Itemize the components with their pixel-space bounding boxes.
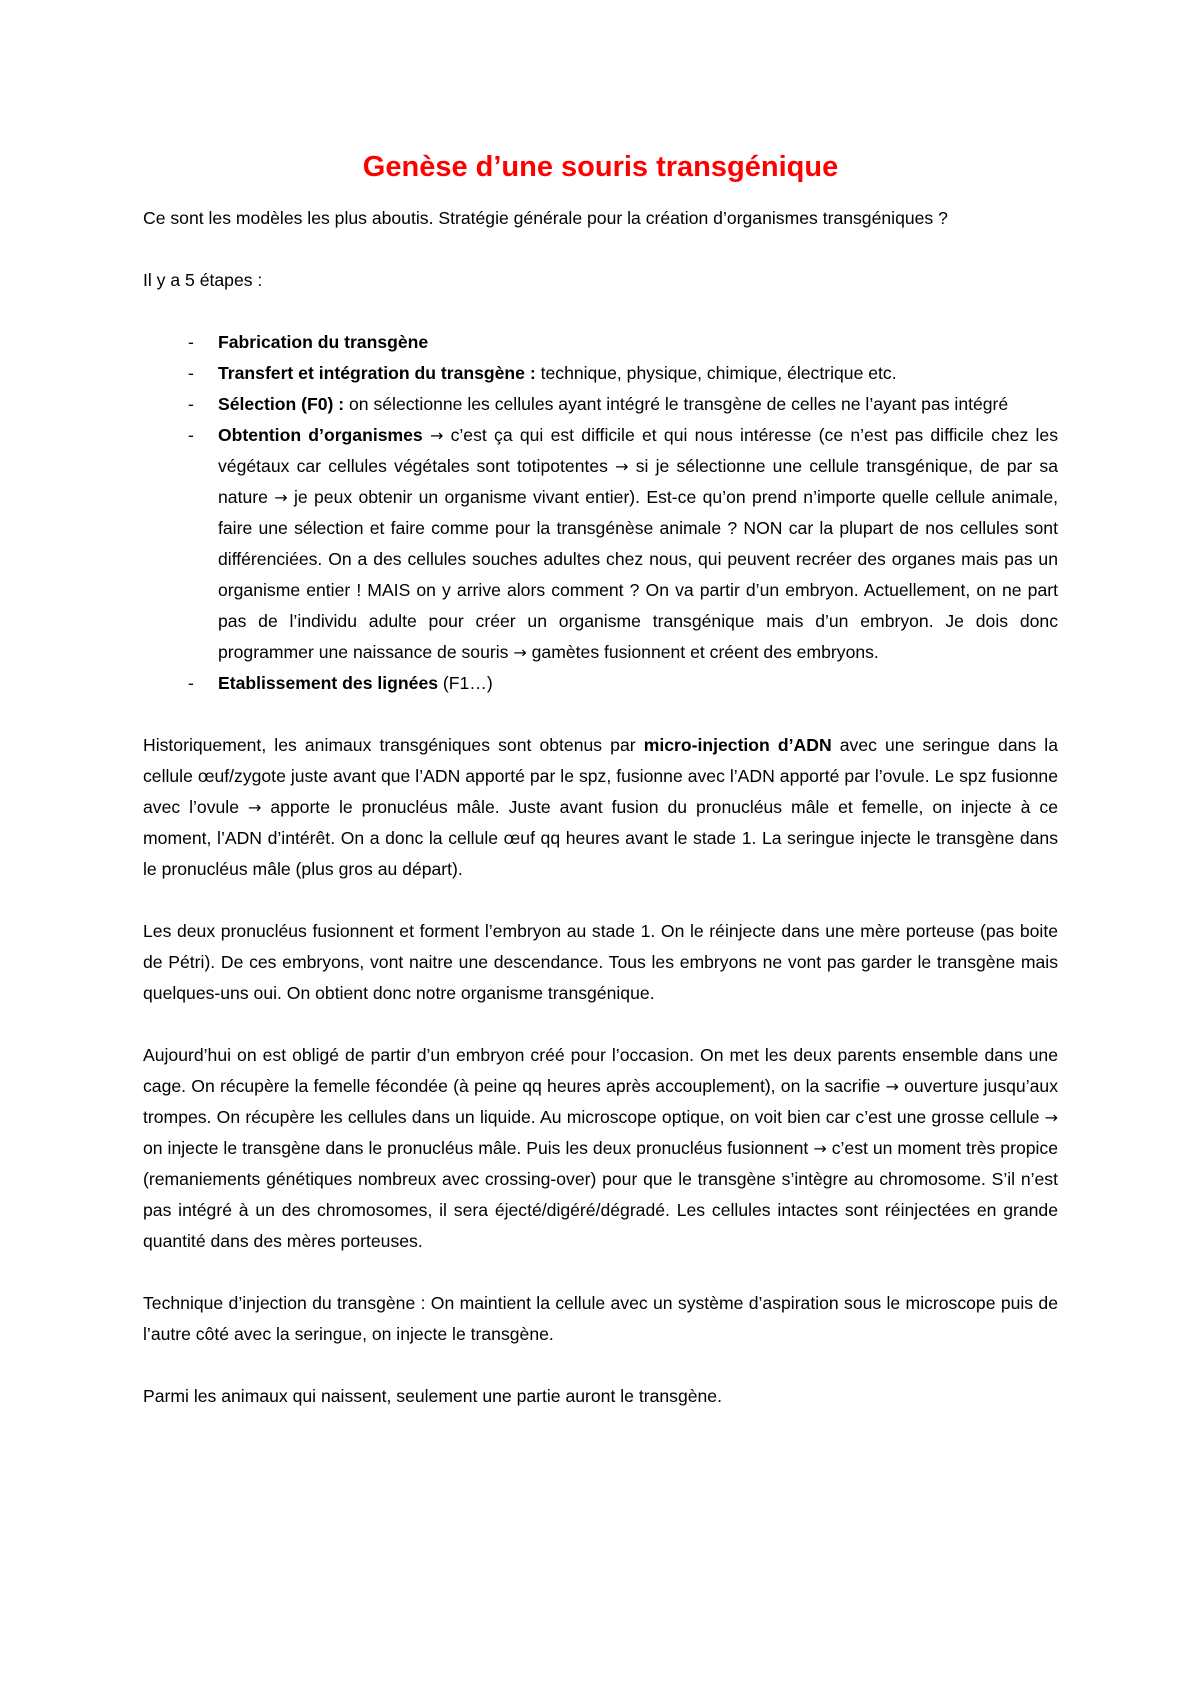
bullet-dash: - [188, 394, 194, 414]
bullet-dash: - [188, 425, 194, 445]
bullet-dash: - [188, 673, 194, 693]
step-text: je peux obtenir un organisme vivant entier). Est-ce qu’on prend n’importe quelle cellule animale, faire une sélection et faire comme pour la transgénèse animale ? NON car la plupart de nos cellules sont différenciées. On a des cellules souches adultes chez nous, qui peuvent recréer des organes mais pas un organisme entier ! MAIS on y arrive alors comment ? On va partir d’un embryon. Actuellement, on ne part pas de l’individu adulte pour créer un organisme transgénique mais d’un embryon. Je dois donc programmer une naissance de souris [218, 487, 1059, 662]
step-title: Obtention d’organismes [218, 425, 423, 445]
step-text: si je sélectionne une cellule transgénique, de par sa nature [218, 456, 1058, 507]
paragraph-text: c’est un moment très propice (remaniements génétiques nombreux avec crossing-over) pour que le transgène s’intègre au chromosome. S’il n’est pas intégré à un des chromosomes, il sera éjecté/digéré/dégradé. Les cellules intactes sont réinjectées en grande quantité dans des mères porteuses. [143, 1138, 1058, 1251]
page-title: Genèse d’une souris transgénique [362, 151, 839, 183]
step-text: on sélectionne les cellules ayant intégré le transgène de celles ne l’ayant pas intégré [344, 394, 1009, 414]
paragraph-technique: Technique d’injection du transgène : On maintient la cellule avec un système d’aspiration sous le microscope puis de l’autre côté avec la seringue, on injecte le transgène. [143, 1293, 1058, 1344]
right-arrow-icon: → [615, 457, 629, 476]
right-arrow-icon: → [274, 488, 288, 507]
step-text: gamètes fusionnent et créent des embryons. [526, 642, 879, 662]
steps-intro: Il y a 5 étapes : [143, 270, 263, 290]
list-item [143, 668, 1058, 699]
bullet-dash: - [188, 363, 194, 383]
paragraph-historique [143, 730, 1058, 885]
paragraph-text: avec une seringue dans la cellule œuf/zygote juste avant que l’ADN apporté par le spz, fusionne avec l’ADN apporté par l’ovule. Le spz fusionne avec l’ovule [143, 735, 1058, 817]
document-body [143, 148, 1058, 1412]
paragraph-text: ouverture jusqu’aux trompes. On récupère les cellules dans un liquide. Au microscope optique, on voit bien car c’est une grosse cellule [143, 1076, 1058, 1127]
paragraph-text: Historiquement, les animaux transgéniques sont obtenus par [143, 735, 644, 755]
step-title: Fabrication du transgène [218, 332, 429, 352]
list-item [143, 358, 1058, 389]
paragraph-pronucleus: Les deux pronucléus fusionnent et forment l’embryon au stade 1. On le réinjecte dans une mère porteuse (pas boite de Pétri). De ces embryons, vont naitre une descendance. Tous les embryons ne vont pas garder le transgène mais quelques-uns oui. On obtient donc notre organisme transgénique. [143, 921, 1058, 1003]
right-arrow-icon: → [1044, 1108, 1058, 1127]
right-arrow-icon: → [247, 798, 262, 817]
step-text: (F1…) [438, 673, 493, 693]
paragraph-text: Aujourd’hui on est obligé de partir d’un embryon créé pour l’occasion. On met les deux parents ensemble dans une cage. On récupère la femelle fécondée (à peine qq heures après accouplement), on la sacrifie [143, 1045, 1058, 1096]
right-arrow-icon: → [429, 426, 444, 445]
right-arrow-icon: → [513, 643, 527, 662]
list-item [143, 389, 1058, 420]
bold-term: micro-injection d’ADN [643, 735, 832, 755]
step-title: Sélection (F0) : [218, 394, 345, 414]
step-text: technique, physique, chimique, électrique etc. [535, 363, 897, 383]
bullet-dash: - [188, 332, 194, 352]
paragraph-final: Parmi les animaux qui naissent, seulement une partie auront le transgène. [143, 1386, 722, 1406]
step-title: Transfert et intégration du transgène : [218, 363, 536, 383]
right-arrow-icon: → [885, 1077, 899, 1096]
paragraph-text: apporte le pronucléus mâle. Juste avant fusion du pronucléus mâle et femelle, on injecte à ce moment, l’ADN d’intérêt. On a donc la cellule œuf qq heures avant le stade 1. La seringue injecte le transgène dans le pronucléus mâle (plus gros au départ). [143, 797, 1058, 879]
list-item [143, 327, 1058, 358]
right-arrow-icon: → [813, 1139, 827, 1158]
list-item [143, 420, 1058, 668]
step-title: Etablissement des lignées [218, 673, 439, 693]
intro-paragraph: Ce sont les modèles les plus aboutis. Stratégie générale pour la création d’organismes transgéniques ? [143, 208, 948, 228]
step-text: c’est ça qui est difficile et qui nous intéresse (ce n’est pas difficile chez les végétaux car cellules végétales sont totipotentes [218, 425, 1058, 476]
steps-list [143, 327, 1058, 699]
paragraph-aujourdhui [143, 1040, 1058, 1257]
paragraph-text: on injecte le transgène dans le pronucléus mâle. Puis les deux pronucléus fusionnent [143, 1138, 814, 1158]
